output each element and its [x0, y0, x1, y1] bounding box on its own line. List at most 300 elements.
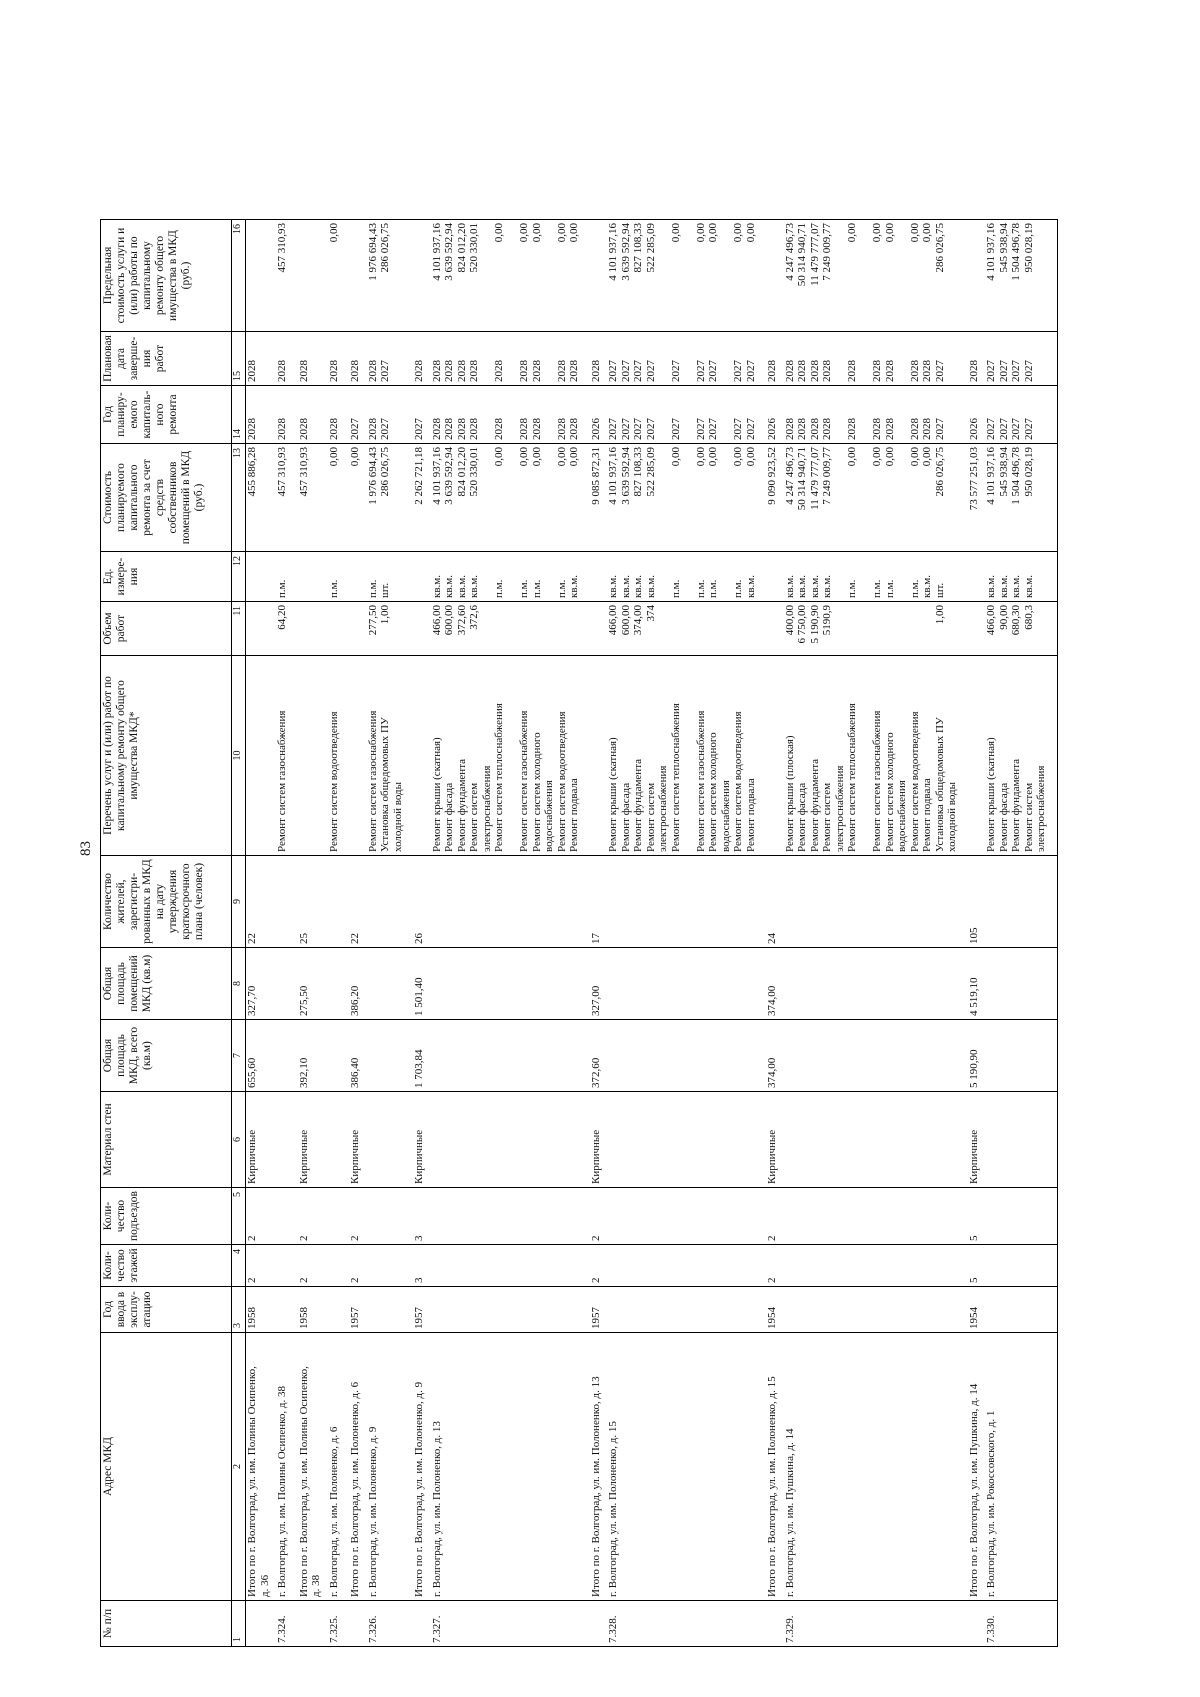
column-header-entrances: Коли- чество подъездов: [101, 1188, 232, 1245]
cell-volume-text: [834, 605, 847, 652]
cell-limit-cost: [766, 220, 779, 332]
cell-floors: [413, 1245, 426, 1287]
cell-planned-year-text: 2028: [493, 418, 505, 441]
cell-planned-year-text: 2027: [379, 418, 391, 441]
spacer-cell: [404, 220, 413, 332]
cell-unit: [985, 552, 1048, 602]
cell-entrances-text: [328, 1191, 341, 1241]
cell-end-date-text: 2027: [669, 360, 682, 383]
cell-row-number-text: 7.324.: [276, 1615, 288, 1643]
cell-row-number-text: 7.325.: [327, 1615, 340, 1643]
cell-row-number: [985, 1601, 1048, 1647]
cell-residents-text: 22: [349, 933, 361, 945]
cell-limit-cost-text: 950 028,19: [1022, 223, 1035, 273]
cell-unit-text: [657, 555, 670, 598]
cell-works-list-text: Ремонт систем: [1022, 782, 1035, 853]
cell-volume-text: 680,30: [1010, 605, 1022, 636]
cell-premises-area: [298, 948, 323, 1020]
column-number: 12: [232, 552, 246, 602]
cell-end-date-text: 2027: [607, 360, 619, 383]
cell-year-commissioned: [431, 1287, 581, 1333]
cell-works-list-text: Ремонт фасада: [619, 782, 632, 853]
cell-total-area-text: 372,60: [589, 1057, 602, 1089]
cell-limit-cost: [276, 220, 289, 332]
cell-unit-text: кв.м.: [1022, 575, 1035, 599]
spacer-cell: [1048, 856, 1058, 948]
table-row: [607, 220, 757, 1647]
cell-unit-text: п.м.: [707, 579, 719, 599]
cell-address: [784, 1333, 959, 1601]
cell-entrances: [766, 1188, 779, 1245]
cell-works-list-text: Ремонт систем холодного: [530, 732, 543, 853]
spacer-cell: [1048, 1020, 1058, 1092]
spacer-cell: [1048, 220, 1058, 332]
cell-volume: [349, 602, 362, 656]
cell-planned-year-text: 2027: [413, 418, 425, 441]
cell-end-date-text: 2028: [796, 360, 808, 383]
cell-address-text: д. 36: [258, 1574, 271, 1597]
cell-limit-cost-text: 4 101 937,16: [985, 223, 997, 281]
cell-cost-text: 0,00: [669, 447, 682, 467]
cell-floors-text: [276, 1248, 289, 1283]
cell-end-date: [367, 332, 405, 386]
spacer-cell: [404, 1020, 413, 1092]
cell-limit-cost-text: 0,00: [846, 223, 858, 243]
cell-residents: [328, 856, 341, 948]
cell-premises-area-text: [985, 951, 998, 1016]
cell-end-date-text: 2027: [997, 360, 1010, 383]
cell-limit-cost-text: [506, 223, 519, 328]
cell-wall-material: [607, 1092, 757, 1188]
column-header-unit: Ед. измере- ния: [101, 552, 232, 602]
cell-works-list-text: Ремонт систем газоснабжения: [518, 710, 530, 853]
spacer-cell: [1048, 1245, 1058, 1287]
cell-row-number-text: [246, 1604, 259, 1643]
cell-works-list-text: Ремонт крыши (плоская): [783, 735, 796, 853]
cell-total-area-text: 655,60: [246, 1057, 258, 1089]
cell-cost-text: 50 314 940,71: [796, 447, 808, 511]
cell-works-list-text: Ремонт крыши (скатная): [607, 737, 619, 853]
cell-works-list-text: Установка общедомовых ПУ: [933, 717, 946, 853]
cell-unit: [431, 552, 581, 602]
cell-row-number: [766, 1601, 779, 1647]
cell-works-list-text: Ремонт систем: [468, 782, 480, 853]
cell-total-area-text: [431, 1023, 444, 1088]
cell-volume-text: 1,00: [933, 605, 946, 625]
cell-wall-material-text: [607, 1095, 620, 1184]
cell-works-list-text: Установка общедомовых ПУ: [379, 717, 391, 853]
cell-planned-year-text: 2028: [455, 418, 468, 441]
cell-end-date-text: 2028: [468, 360, 480, 383]
cell-cost: [985, 444, 1048, 552]
cell-works-list-text: Ремонт систем: [821, 782, 833, 853]
cell-cost: [607, 444, 757, 552]
cell-unit-text: кв.м.: [985, 575, 997, 599]
spacer-cell: [581, 1188, 590, 1245]
cell-unit-text: [682, 555, 695, 598]
cell-works-list: [766, 656, 779, 856]
cell-volume-text: 277,50: [366, 605, 379, 636]
cell-limit-cost-text: [657, 223, 670, 328]
cell-row-number: [431, 1601, 581, 1647]
cell-address-text: Итого по г. Волгоград, ул. им. Полины Осипенко,: [246, 1366, 258, 1597]
cell-cost-text: 520 330,01: [468, 447, 480, 497]
cell-cost-text: 0,00: [846, 447, 858, 467]
cell-limit-cost-text: 50 314 940,71: [796, 223, 808, 287]
column-header-end-date: Плановая дата заверше- ния работ: [101, 332, 232, 386]
cell-cost-text: 0,00: [568, 447, 580, 467]
cell-floors-text: [985, 1248, 998, 1283]
cell-unit: [328, 552, 341, 602]
cell-limit-cost-text: [543, 223, 556, 328]
cell-premises-area: [413, 948, 426, 1020]
cell-limit-cost-text: 11 479 777,07: [808, 223, 821, 286]
cell-limit-cost-text: 286 026,75: [379, 223, 391, 273]
cell-premises-area-text: [328, 951, 341, 1016]
spacer-cell: [289, 220, 298, 332]
cell-end-date: [607, 332, 757, 386]
cell-end-date: [349, 332, 362, 386]
cell-wall-material: [413, 1092, 426, 1188]
cell-end-date: [328, 332, 341, 386]
cell-planned-year-text: 2027: [1022, 418, 1035, 441]
cell-cost: [413, 444, 426, 552]
cell-address: [431, 1333, 581, 1601]
cell-residents-text: 17: [589, 933, 602, 945]
cell-address: [246, 1333, 272, 1601]
cell-year-commissioned: [246, 1287, 272, 1333]
cell-cost-text: 9 090 923,52: [766, 447, 778, 505]
cell-floors-text: 3: [413, 1277, 425, 1283]
cell-premises-area-text: 1 501,40: [413, 977, 425, 1017]
spacer-cell: [959, 386, 968, 444]
cell-volume-text: [884, 605, 897, 652]
cell-volume-text: 374,00: [632, 605, 644, 636]
cell-floors: [784, 1245, 959, 1287]
cell-cost-text: 0,00: [732, 447, 744, 467]
cell-limit-cost-text: [481, 223, 494, 328]
cell-end-date-text: 2028: [808, 360, 821, 383]
cell-limit-cost-text: [1035, 223, 1048, 328]
cell-floors: [328, 1245, 341, 1287]
spacer-cell: [959, 1092, 968, 1188]
cell-address: [276, 1333, 289, 1601]
cell-wall-material-text: [328, 1095, 341, 1184]
cell-cost: [431, 444, 581, 552]
spacer-cell: [289, 332, 298, 386]
cell-unit-text: [1035, 555, 1048, 598]
cell-end-date: [431, 332, 581, 386]
cell-entrances-text: [431, 1191, 444, 1241]
cell-residents: [367, 856, 405, 948]
cell-address: [766, 1333, 779, 1601]
spacer-cell: [959, 332, 968, 386]
cell-limit-cost-text: 0,00: [493, 223, 505, 243]
cell-works-list-text: Ремонт систем холодного: [707, 732, 719, 853]
cell-residents-text: [367, 859, 380, 944]
cell-planned-year-text: 2028: [908, 418, 921, 441]
cell-cost-text: [859, 447, 872, 548]
row-spacer: [340, 220, 349, 1647]
cell-works-list-text: Ремонт фасада: [443, 782, 455, 853]
cell-volume-text: 372,6: [468, 605, 480, 630]
cell-end-date-text: 2028: [846, 360, 858, 383]
cell-volume-text: [946, 605, 959, 652]
cell-premises-area: [784, 948, 959, 1020]
cell-row-number-text: 7.328.: [607, 1615, 619, 1643]
cell-planned-year-text: [720, 389, 733, 440]
row-spacer: [757, 220, 766, 1647]
cell-works-list-text: Ремонт систем газоснабжения: [276, 710, 288, 853]
cell-cost: [766, 444, 779, 552]
cell-wall-material-text: Кирпичные: [349, 1129, 361, 1185]
cell-unit-text: кв.м.: [468, 575, 480, 599]
cell-planned-year-text: 2027: [632, 418, 644, 441]
spacer-cell: [404, 1287, 413, 1333]
cell-unit-text: п.м.: [908, 579, 921, 599]
spacer-cell: [959, 1188, 968, 1245]
cell-works-list-text: электроснабжения: [657, 765, 669, 853]
cell-works-list: [784, 656, 959, 856]
cell-cost-text: [682, 447, 695, 548]
cell-entrances: [328, 1188, 341, 1245]
cell-cost-text: [720, 447, 733, 548]
cell-planned-year-text: [682, 389, 695, 440]
spacer-cell: [581, 1333, 590, 1601]
cell-volume-text: 64,20: [276, 605, 288, 630]
table-row-total: [349, 220, 362, 1647]
cell-unit: [367, 552, 405, 602]
cell-year-commissioned: [607, 1287, 757, 1333]
cell-cost-text: 286 026,75: [933, 447, 946, 497]
cell-end-date-text: 2028: [921, 360, 933, 383]
cell-planned-year-text: 2027: [619, 418, 632, 441]
cell-unit-text: кв.м.: [783, 575, 796, 599]
cell-limit-cost-text: 0,00: [568, 223, 580, 243]
cell-limit-cost-text: [859, 223, 872, 328]
cell-wall-material: [276, 1092, 289, 1188]
spacer-cell: [959, 1020, 968, 1092]
spacer-cell: [289, 1092, 298, 1188]
cell-cost-text: 0,00: [349, 447, 361, 467]
spacer-cell: [959, 856, 968, 948]
cell-end-date-text: 2028: [246, 360, 258, 383]
spacer-cell: [340, 1020, 349, 1092]
cell-planned-year-text: 2027: [1010, 418, 1022, 441]
cell-planned-year: [590, 386, 603, 444]
cell-total-area-text: [784, 1023, 797, 1088]
cell-entrances-text: 2: [589, 1235, 602, 1241]
cell-cost-text: [506, 447, 519, 548]
column-header-cost: Стоимость планируемого капитального ремонта за счет средств собственников помещений в МКД (руб.): [101, 444, 232, 552]
table-row-total: [968, 220, 981, 1647]
spacer-cell: [581, 1601, 590, 1647]
cell-cost-text: 3 639 592,94: [443, 447, 455, 505]
cell-cost-text: 7 249 009,77: [821, 447, 833, 505]
spacer-cell: [581, 386, 590, 444]
cell-planned-year-text: 2028: [846, 418, 858, 441]
cell-end-date-text: 2028: [276, 360, 288, 383]
cell-end-date-text: [834, 335, 847, 382]
cell-volume-text: [1035, 605, 1048, 652]
cell-year-commissioned: [413, 1287, 426, 1333]
cell-end-date-text: 2028: [530, 360, 543, 383]
cell-cost-text: 522 285,09: [644, 447, 657, 497]
cell-cost-text: [543, 447, 556, 548]
cell-planned-year-text: 2026: [589, 418, 602, 441]
cell-end-date-text: 2028: [430, 360, 443, 383]
cell-planned-year: [607, 386, 757, 444]
cell-unit-text: [859, 555, 872, 598]
cell-limit-cost: [246, 220, 272, 332]
cell-planned-year-text: [946, 389, 959, 440]
cell-planned-year-text: 2028: [568, 418, 580, 441]
cell-cost-text: 0,00: [921, 447, 933, 467]
cell-works-list-text: Ремонт систем холодного: [883, 732, 896, 853]
cell-row-number-text: 7.327.: [430, 1615, 443, 1643]
cell-limit-cost-text: 0,00: [518, 223, 530, 243]
cell-premises-area-text: [607, 951, 620, 1016]
cell-planned-year: [367, 386, 405, 444]
cell-premises-area-text: 327,70: [246, 985, 258, 1017]
cell-entrances: [968, 1188, 981, 1245]
cell-premises-area-text: 327,00: [589, 985, 602, 1017]
cell-limit-cost-text: 4 101 937,16: [430, 223, 443, 281]
cell-end-date-text: 2028: [555, 360, 568, 383]
cell-end-date-text: 2027: [1022, 360, 1035, 383]
cell-address-text: Итого по г. Волгоград, ул. им. Пушкина, д. 14: [967, 1383, 980, 1597]
cell-limit-cost: [607, 220, 757, 332]
table-row-total: [766, 220, 779, 1647]
cell-residents: [431, 856, 581, 948]
cell-cost-text: 4 101 937,16: [985, 447, 997, 505]
column-number: 3: [232, 1287, 246, 1333]
cell-residents: [985, 856, 1048, 948]
cell-planned-year-text: 2028: [518, 418, 530, 441]
cell-planned-year: [298, 386, 323, 444]
cell-volume: [784, 602, 959, 656]
spacer-cell: [404, 1188, 413, 1245]
cell-limit-cost-text: 0,00: [921, 223, 933, 243]
cell-planned-year-text: 2028: [796, 418, 808, 441]
cell-total-area: [607, 1020, 757, 1092]
cell-wall-material: [590, 1092, 603, 1188]
cell-planned-year-text: 2027: [744, 418, 757, 441]
cell-premises-area-text: 386,20: [349, 985, 361, 1017]
cell-unit-text: шт.: [379, 582, 391, 599]
cell-works-list-text: электроснабжения: [480, 765, 493, 853]
cell-unit-text: кв.м.: [808, 575, 821, 599]
cell-volume-text: [493, 605, 506, 652]
cell-works-list-text: электроснабжения: [1035, 765, 1047, 853]
cell-premises-area: [349, 948, 362, 1020]
cell-premises-area: [431, 948, 581, 1020]
cell-limit-cost-text: 0,00: [327, 223, 340, 243]
spacer-cell: [581, 856, 590, 948]
table-header: [101, 220, 246, 1647]
cell-floors: [431, 1245, 581, 1287]
cell-end-date-text: 2027: [644, 360, 657, 383]
cell-volume-text: 400,00: [783, 605, 796, 636]
cell-unit-text: [896, 555, 909, 598]
cell-cost: [590, 444, 603, 552]
cell-address-text: г. Волгоград, ул. им. Полоненко, д. 15: [607, 1421, 619, 1597]
cell-end-date-text: 2028: [297, 360, 310, 383]
cell-cost-text: 827 108,33: [632, 447, 644, 497]
spacer-cell: [757, 1092, 766, 1188]
spacer-cell: [404, 1245, 413, 1287]
cell-works-list-text: холодной воды: [946, 781, 958, 853]
cell-wall-material-text: [367, 1095, 380, 1184]
cell-cost-text: 0,00: [530, 447, 543, 467]
cell-floors-text: 2: [589, 1277, 602, 1283]
cell-end-date-text: 2028: [443, 360, 455, 383]
spacer-cell: [404, 444, 413, 552]
cell-cost-text: [657, 447, 670, 548]
cell-limit-cost-text: 1 504 496,78: [1010, 223, 1022, 281]
cell-limit-cost-text: 0,00: [707, 223, 719, 243]
cell-residents: [413, 856, 426, 948]
cell-end-date-text: 2028: [766, 360, 778, 383]
cell-unit-text: п.м.: [694, 579, 707, 599]
cell-wall-material: [431, 1092, 581, 1188]
cell-works-list-text: Ремонт фундамента: [632, 758, 644, 853]
spacer-cell: [340, 602, 349, 656]
spacer-cell: [340, 220, 349, 332]
cell-end-date-text: 2028: [967, 360, 980, 383]
cell-end-date-text: [896, 335, 909, 382]
spacer-cell: [340, 444, 349, 552]
cell-residents-text: 24: [766, 933, 778, 945]
spacer-cell: [959, 1287, 968, 1333]
cell-floors: [367, 1245, 405, 1287]
spacer-cell: [289, 1601, 298, 1647]
cell-end-date-text: 2028: [493, 360, 505, 383]
cell-wall-material-text: Кирпичные: [413, 1129, 425, 1185]
cell-total-area-text: 1 703,84: [413, 1049, 425, 1089]
cell-planned-year: [766, 386, 779, 444]
cell-cost-text: 455 886,28: [246, 447, 258, 497]
cell-entrances: [367, 1188, 405, 1245]
cell-address-text: г. Волгоград, ул. им. Полины Осипенко, д. 38: [276, 1386, 288, 1597]
cell-residents-text: [276, 859, 289, 944]
cell-row-number: [968, 1601, 981, 1647]
cell-works-list-text: Ремонт систем теплоснабжения: [669, 703, 682, 853]
cell-planned-year-text: 2028: [276, 418, 288, 441]
cell-unit-text: кв.м.: [796, 575, 808, 599]
cell-cost-text: [896, 447, 909, 548]
cell-planned-year-text: [543, 389, 556, 440]
cell-cost-text: 824 012,20: [455, 447, 468, 497]
cell-planned-year-text: 2028: [366, 418, 379, 441]
cell-address: [985, 1333, 1048, 1601]
cell-entrances: [413, 1188, 426, 1245]
cell-volume-text: [846, 605, 859, 652]
cell-end-date-text: 2028: [518, 360, 530, 383]
cell-volume: [298, 602, 323, 656]
cell-planned-year-text: 2026: [766, 418, 778, 441]
spacer-cell: [757, 602, 766, 656]
cell-end-date-text: [1035, 335, 1048, 382]
column-number: 7: [232, 1020, 246, 1092]
cell-row-number-text: 7.329.: [783, 1615, 796, 1643]
cell-limit-cost-text: [682, 223, 695, 328]
cell-limit-cost-text: 1 976 694,43: [366, 223, 379, 281]
spacer-cell: [581, 1092, 590, 1188]
table-row-total: [246, 220, 272, 1647]
cell-residents-text: [607, 859, 620, 944]
cell-row-number: [328, 1601, 341, 1647]
